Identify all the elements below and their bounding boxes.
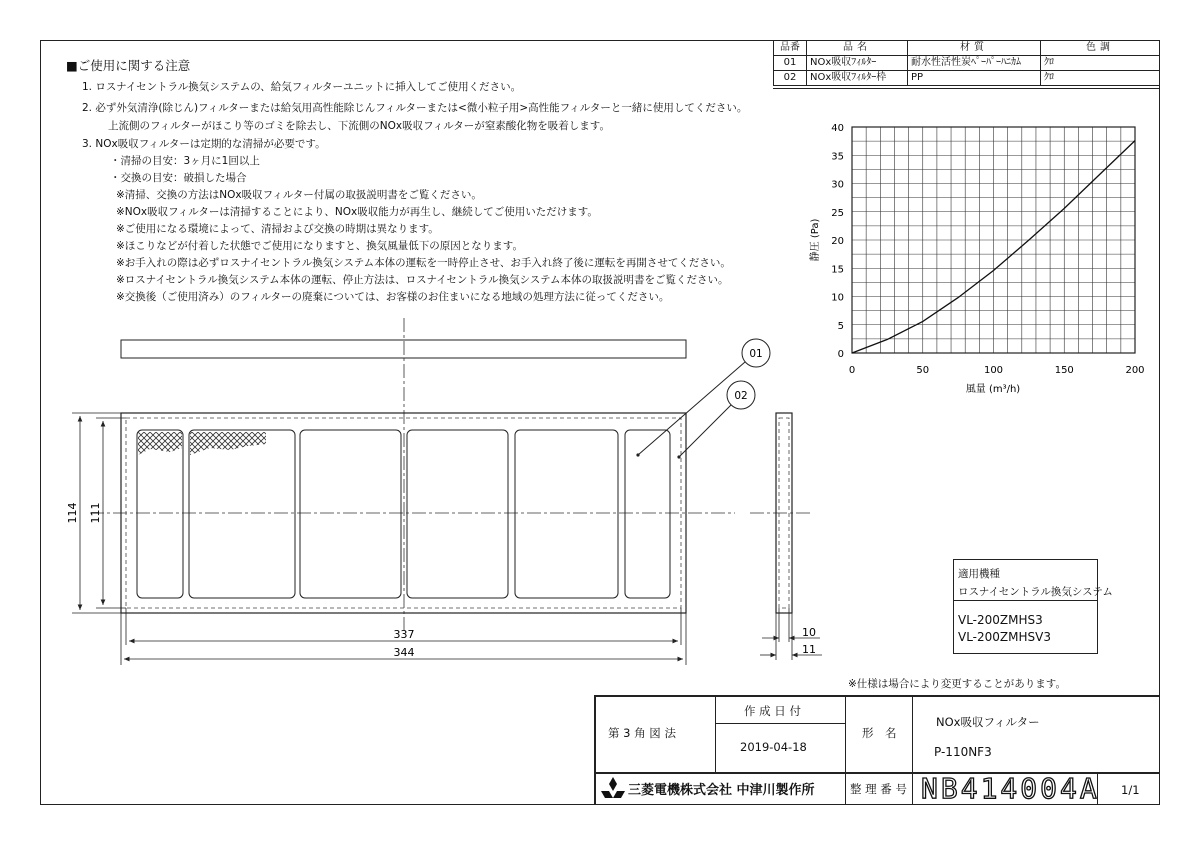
leader-dot [636,453,639,456]
dim-10: 10 [802,626,816,639]
applicable-system: ロスナイセントラル換気システム [958,586,1113,598]
note-line: ※ロスナイセントラル換気システム本体の運転、停止方法は、ロスナイセントラル換気システム本体の取扱説明書をご覧ください。 [116,274,729,286]
note-line: ※NOx吸収フィルターは清掃することにより、NOx吸収能力が再生し、継続してご使用いただけます。 [116,206,598,218]
chart-grid [852,127,1135,353]
applicable-label: 適用機種 [958,568,1000,580]
note-line: 上流側のフィルターがほこり等のゴミを除去し、下流側のNOx吸収フィルターが窒素酸化物を吸着します。 [108,120,610,132]
side-dimensions [760,608,822,660]
note-line: ※清掃、交換の方法はNOx吸収フィルター付属の取扱説明書をご覧ください。 [116,189,482,201]
chart-x-label: 風量 (m³/h) [965,384,1021,395]
reference-number-label: 整 理 番 号 [850,782,907,796]
note-line: ※ほこりなどが付着した状態でご使用になりますと、換気風量低下の原因となります。 [116,240,523,252]
notes-heading: ■ご使用に関する注意 [66,58,191,73]
honeycomb-texture [190,432,266,455]
cell-material: PP [908,71,1041,86]
header-cell: 品名 [807,41,908,56]
header-cell: 材質 [908,41,1041,56]
cell-color: ｸﾛ [1041,71,1160,86]
applicable-models-box [953,559,1113,654]
header-cell: 色調 [1041,41,1160,56]
cell-part-name: NOx吸収ﾌｨﾙﾀｰ [807,56,908,71]
dim-344: 344 [393,646,415,659]
dim-111: 111 [89,502,102,524]
spec-change-note: ※仕様は場合により変更することがあります。 [848,678,1066,690]
y-tick-label: 20 [831,236,844,247]
product-name: NOx吸収フィルター [936,715,1040,729]
note-line: 3. NOx吸収フィルターは定期的な清掃が必要です。 [82,138,326,150]
y-tick-label: 15 [831,264,844,276]
filter-cell [189,430,295,598]
drawing-number: NB414004A [921,772,1100,805]
type-label: 形 名 [862,726,897,740]
balloon-label: 02 [734,390,748,402]
y-tick-label: 40 [831,123,844,134]
x-tick-label: 0 [848,365,856,376]
filter-cell [515,430,618,598]
note-line: ※お手入れの際は必ずロスナイセントラル換気システム本体の運転を一時停止させ、お手入れ終了後に運転を再開させてください。 [116,257,731,269]
note-line: ・交換の目安：破損した場合 [110,172,247,184]
pressure-airflow-chart [808,123,1145,395]
mitsubishi-logo-icon [600,776,626,800]
dim-114: 114 [66,502,79,524]
header-cell: 品番 [774,41,807,56]
filter-cell [407,430,508,598]
x-tick-label: 100 [983,365,1004,376]
balloon-02 [677,381,755,459]
x-tick-label: 50 [916,365,930,376]
y-tick-label: 35 [831,151,844,163]
company-name: 三菱電機株式会社 中津川製作所 [628,783,815,798]
filter-cell [625,430,670,598]
chart-y-label: 静圧 (Pa) [810,218,821,262]
x-tick-label: 200 [1125,365,1145,376]
y-tick-label: 10 [831,292,844,304]
y-tick-label: 25 [831,207,844,219]
note-line: 2. 必ず外気清浄(除じん)フィルターまたは給気用高性能除じんフィルターまたは<微小粒子用>高性能フィルターと一緒に使用してください。 [82,102,748,114]
note-line: ※交換後（ご使用済み）のフィルターの廃棄については、お客様のお住まいになる地域の処理方法に従ってください。 [116,291,670,303]
dim-337: 337 [393,628,415,641]
chart-y-tick-labels [831,123,844,360]
cell-part-no: 02 [774,71,807,86]
x-tick-label: 150 [1054,365,1074,376]
top-view-strip [121,340,686,358]
product-model: P-110NF3 [934,745,992,759]
cell-color: ｸﾛ [1041,56,1160,71]
note-line: ※ご使用になる環境によって、清掃および交換の時期は異なります。 [116,223,439,235]
leader-dot [677,455,680,458]
cell-part-no: 01 [774,56,807,71]
applicable-model-2: VL-200ZMHSV3 [958,630,1051,644]
projection-label: 第 3 角 図 法 [608,726,676,740]
created-label: 作 成 日 付 [744,704,801,718]
leader-line [638,362,748,455]
y-tick-label: 0 [837,349,844,360]
chart-x-tick-labels [849,365,1145,376]
filter-cell [137,430,183,598]
created-date: 2019-04-18 [740,740,807,754]
y-tick-label: 5 [837,320,844,332]
applicable-divider [954,600,1097,601]
cell-part-name: NOx吸収ﾌｨﾙﾀｰ枠 [807,71,908,86]
balloon-label: 01 [749,348,763,360]
filter-cell [300,430,401,598]
y-tick-label: 30 [831,179,844,191]
applicable-model-1: VL-200ZMHS3 [958,613,1043,627]
sheet-number: 1/1 [1121,783,1140,797]
honeycomb-texture [138,432,182,455]
note-line: ・清掃の目安：3ヶ月に1回以上 [110,155,260,167]
note-line: 1. ロスナイセントラル換気システムの、給気フィルターユニットに挿入してご使用ください。 [82,81,522,93]
dim-11: 11 [802,643,816,656]
width-dimensions [121,608,686,665]
cell-material: 耐水性活性炭ﾍﾟｰﾊﾟｰﾊﾆｶﾑ [908,56,1041,71]
